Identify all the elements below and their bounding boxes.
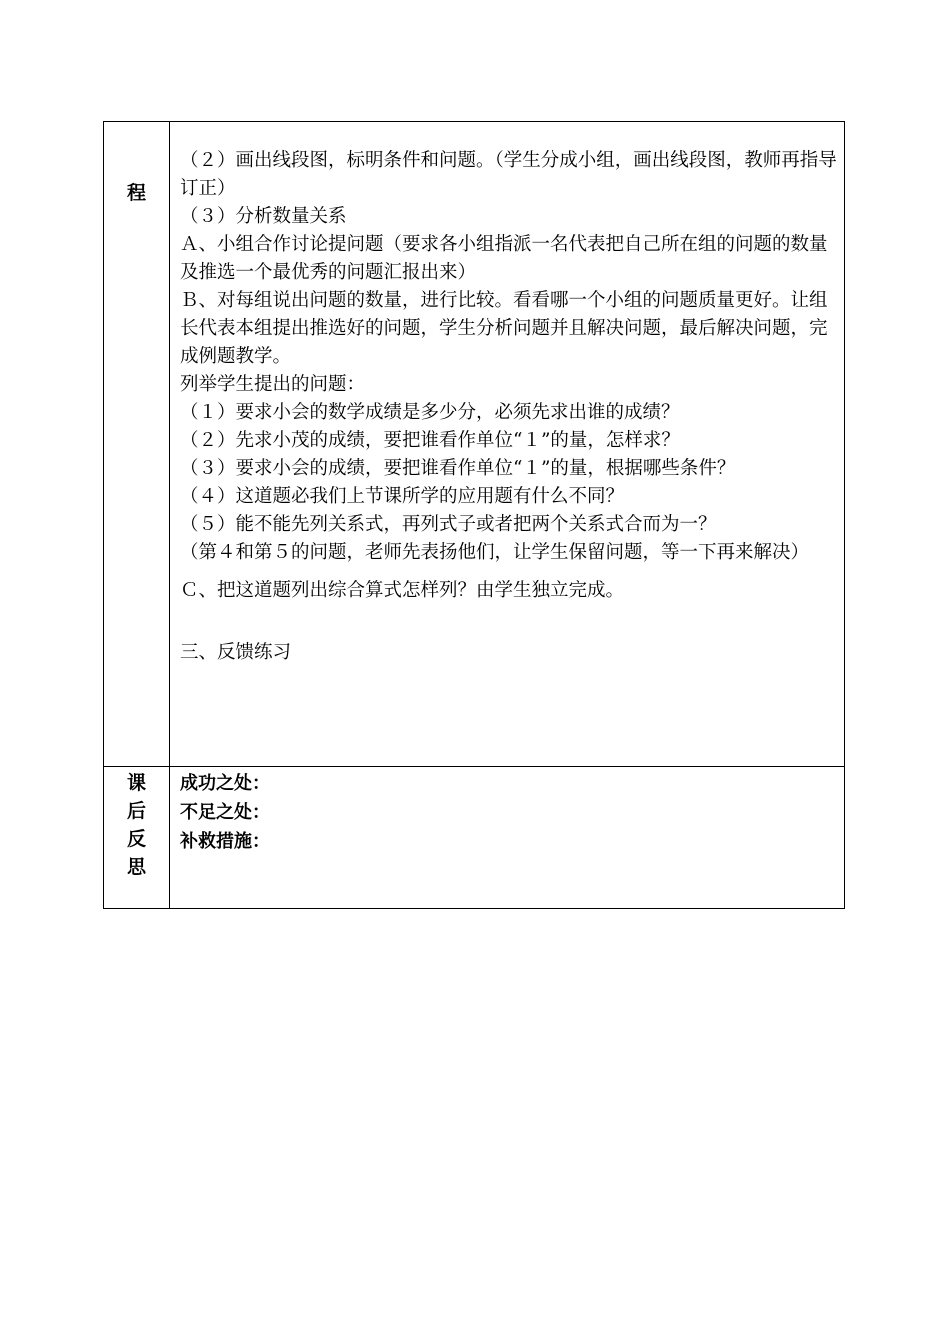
process-label-cell — [104, 122, 170, 767]
process-row — [104, 122, 845, 767]
student-question-1: （１）要求小会的数学成绩是多少分，必须先求出谁的成绩？ — [180, 402, 680, 423]
step-compare-questions: Ｂ、对每组说出问题的数量，进行比较。看看哪一个小组的问题质量更好。让组长代表本组提出推选好的问题，学生分析问题并且解决问题，最后解决问题，完成例题教学。 — [180, 290, 828, 367]
reflection-label-char: 课 — [126, 772, 146, 794]
step-combined-formula: Ｃ、把这道题列出综合算式怎样列？由学生独立完成。 — [180, 580, 625, 601]
process-content — [170, 122, 844, 667]
reflection-content-cell — [170, 767, 845, 909]
student-question-4: （４）这道题必我们上节课所学的应用题有什么不同？ — [180, 486, 625, 507]
step-group-discussion: Ａ、小组合作讨论提问题（要求各小组指派一名代表把自己所在组的问题的数量及推选一个最优秀的问题汇报出来） — [180, 234, 828, 283]
step-analyze-relation: （３）分析数量关系 — [180, 206, 347, 227]
lesson-plan-table — [103, 121, 845, 909]
reflection-row — [104, 767, 845, 909]
teacher-note: （第４和第５的问题，老师先表扬他们，让学生保留问题，等一下再来解决） — [180, 542, 810, 563]
reflection-label-cell — [104, 767, 170, 909]
reflection-label — [104, 767, 169, 881]
section-feedback-practice: 三、反馈练习 — [180, 642, 292, 663]
process-content-cell — [170, 122, 845, 767]
reflection-shortcomings: 不足之处： — [180, 802, 270, 823]
process-label: 程 — [126, 182, 146, 204]
reflection-remedies: 补救措施： — [180, 831, 270, 852]
reflection-label-char: 反 — [126, 828, 146, 850]
reflection-label-char: 思 — [126, 856, 146, 878]
step-draw-diagram: （２）画出线段图，标明条件和问题。（学生分成小组，画出线段图，教师再指导订正） — [180, 150, 837, 199]
student-question-3: （３）要求小会的成绩，要把谁看作单位“１”的量，根据哪些条件？ — [180, 458, 736, 479]
reflection-successes: 成功之处： — [180, 773, 270, 794]
reflection-content — [170, 767, 844, 856]
student-questions-heading: 列举学生提出的问题： — [180, 374, 366, 395]
student-question-5: （５）能不能先列关系式，再列式子或者把两个关系式合而为一？ — [180, 514, 717, 535]
student-question-2: （２）先求小茂的成绩，要把谁看作单位“１”的量，怎样求？ — [180, 430, 680, 451]
reflection-label-char: 后 — [126, 800, 146, 822]
